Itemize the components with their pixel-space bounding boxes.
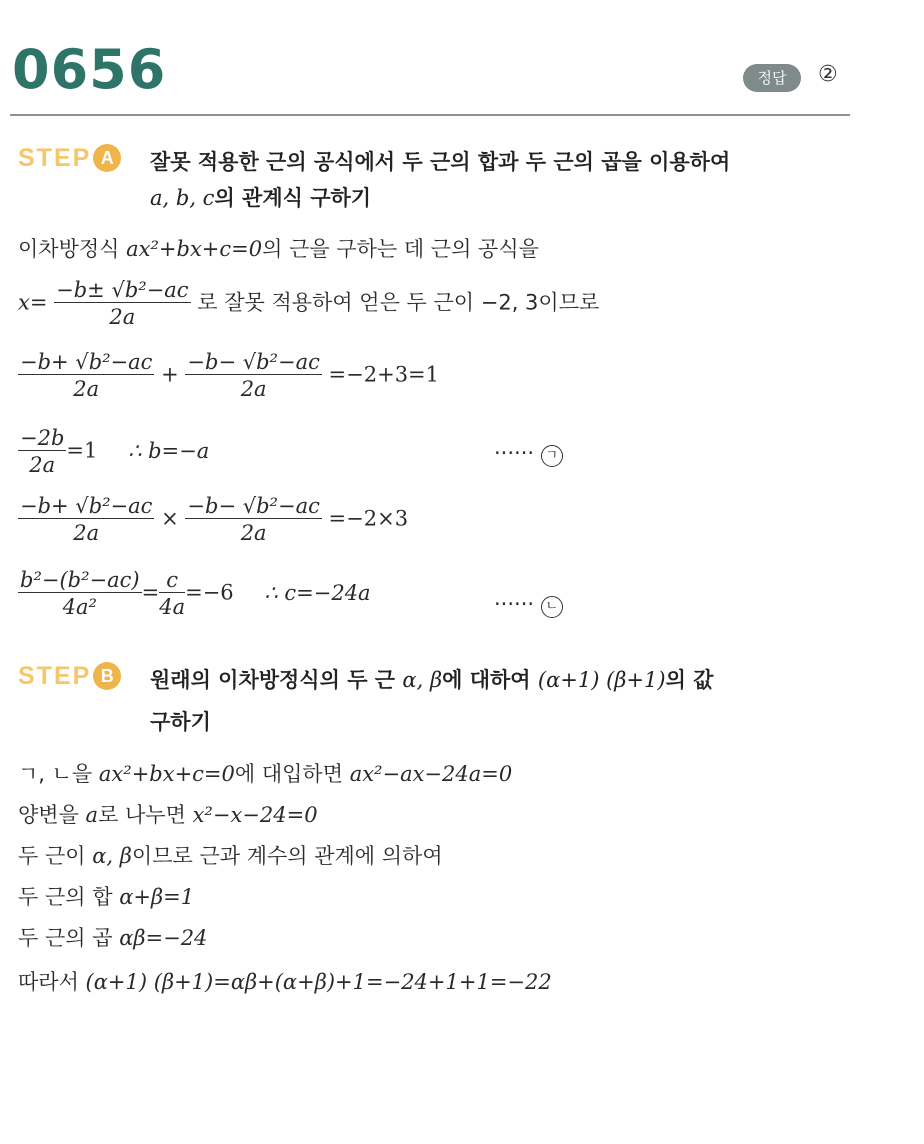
- step-a-title-vars: a, b, c: [150, 186, 215, 210]
- math: (α+1) (β+1): [537, 668, 666, 692]
- operator: ×: [161, 506, 179, 531]
- step-b-title-line2: 구하기: [150, 710, 211, 734]
- text: 에 대입하면: [234, 762, 343, 786]
- step-a-title-text: 의 관계식 구하기: [214, 186, 372, 210]
- text: 두 근의 합: [18, 885, 113, 909]
- step-a-line-2: [18, 278, 599, 329]
- equation: ax²+bx+c=0: [126, 237, 263, 261]
- denominator: 2a: [240, 377, 267, 401]
- answer-badge: 정답: [743, 64, 801, 92]
- step-b-line-2: [18, 799, 318, 829]
- x-equals: x=: [18, 290, 48, 315]
- text: 이므로 근과 계수의 관계에 의하여: [131, 844, 443, 868]
- denominator: 2a: [73, 377, 100, 401]
- numerator: b²−(b²−ac): [20, 568, 140, 592]
- c-relation-equation: [18, 568, 371, 619]
- text: 두 근의 곱: [18, 926, 113, 950]
- result: =−2+3=1: [328, 362, 440, 387]
- circled-label: ㄴ: [541, 596, 563, 618]
- product-of-roots-equation: [18, 494, 408, 545]
- fraction: [18, 568, 142, 619]
- fraction: [18, 350, 154, 401]
- fraction: [18, 494, 154, 545]
- denominator: 2a: [109, 305, 136, 329]
- marker-1: [494, 441, 563, 467]
- fraction: [185, 350, 321, 401]
- text: 원래의 이차방정식의 두 근: [150, 668, 396, 692]
- step-a-label: STEP: [18, 144, 92, 172]
- step-b-badge: [18, 662, 121, 691]
- step-b-line-5: [18, 922, 207, 952]
- numerator: −b− √b²−ac: [187, 350, 320, 374]
- numerator: −b± √b²−ac: [56, 278, 189, 302]
- circled-label: ㄱ: [541, 445, 563, 467]
- text: ㄱ, ㄴ을: [18, 762, 93, 786]
- wrong-formula-fraction: [54, 278, 190, 329]
- numerator: −2b: [20, 426, 65, 450]
- result: =1: [66, 438, 98, 463]
- text: 따라서: [18, 970, 79, 994]
- math: α, β: [402, 668, 443, 692]
- equation: ax²+bx+c=0: [98, 762, 235, 786]
- denominator: 2a: [240, 521, 267, 545]
- denominator: 4a²: [62, 595, 97, 619]
- dots: ······: [494, 592, 535, 616]
- step-b-line-4: [18, 881, 194, 911]
- step-a-letter: A: [93, 144, 121, 172]
- header-divider: [10, 114, 850, 116]
- fraction: [159, 568, 185, 619]
- variable: a: [85, 803, 99, 827]
- step-b-line-3: [18, 840, 443, 870]
- answer-value: ②: [818, 62, 838, 87]
- step-a-title-line1: 잘못 적용한 근의 공식에서 두 근의 합과 두 근의 곱을 이용하여: [150, 150, 731, 174]
- fraction: [185, 494, 321, 545]
- dots: ······: [494, 441, 535, 465]
- marker-2: [494, 592, 563, 618]
- equals: =: [141, 580, 160, 605]
- numerator: −b+ √b²−ac: [20, 494, 153, 518]
- sum-of-roots-equation: [18, 350, 439, 401]
- math: α, β: [92, 844, 132, 868]
- equation: αβ=−24: [119, 926, 208, 950]
- result: =−6: [185, 580, 234, 605]
- step-a-title-line2: [150, 182, 371, 212]
- denominator: 2a: [73, 521, 100, 545]
- b-relation-equation: [18, 426, 209, 477]
- text: 에 대하여: [442, 668, 531, 692]
- operator: +: [161, 362, 179, 387]
- step-b-title-line1: [150, 664, 713, 694]
- text: 이차방정식: [18, 237, 120, 261]
- numerator: −b− √b²−ac: [187, 494, 320, 518]
- step-b-label: STEP: [18, 662, 92, 690]
- b-result: ∴ b=−a: [128, 438, 210, 463]
- equation: α+β=1: [119, 885, 195, 909]
- numerator: c: [159, 568, 185, 593]
- denominator: 4a: [159, 595, 186, 619]
- text: 의 근을 구하는 데 근의 공식을: [262, 237, 539, 261]
- text: 의 값: [665, 668, 714, 692]
- final-equation: (α+1) (β+1)=αβ+(α+β)+1=−24+1+1=−22: [85, 970, 552, 994]
- fraction: [18, 426, 66, 477]
- problem-number: 0656: [12, 38, 167, 101]
- denominator: 2a: [29, 453, 56, 477]
- step-a-line-1: [18, 233, 539, 263]
- text: 로 나누면: [98, 803, 186, 827]
- equation: x²−x−24=0: [192, 803, 318, 827]
- text: 두 근이: [18, 844, 86, 868]
- step-a-badge: [18, 144, 121, 173]
- result: =−2×3: [328, 506, 409, 531]
- numerator: −b+ √b²−ac: [20, 350, 153, 374]
- step-b-letter: B: [93, 662, 121, 690]
- equation: ax²−ax−24a=0: [349, 762, 513, 786]
- text: 양변을: [18, 803, 79, 827]
- step-b-line-6: [18, 966, 552, 996]
- step-b-line-1: [18, 758, 512, 788]
- c-result: ∴ c=−24a: [264, 580, 371, 605]
- text: 로 잘못 적용하여 얻은 두 근이 −2, 3이므로: [197, 290, 600, 315]
